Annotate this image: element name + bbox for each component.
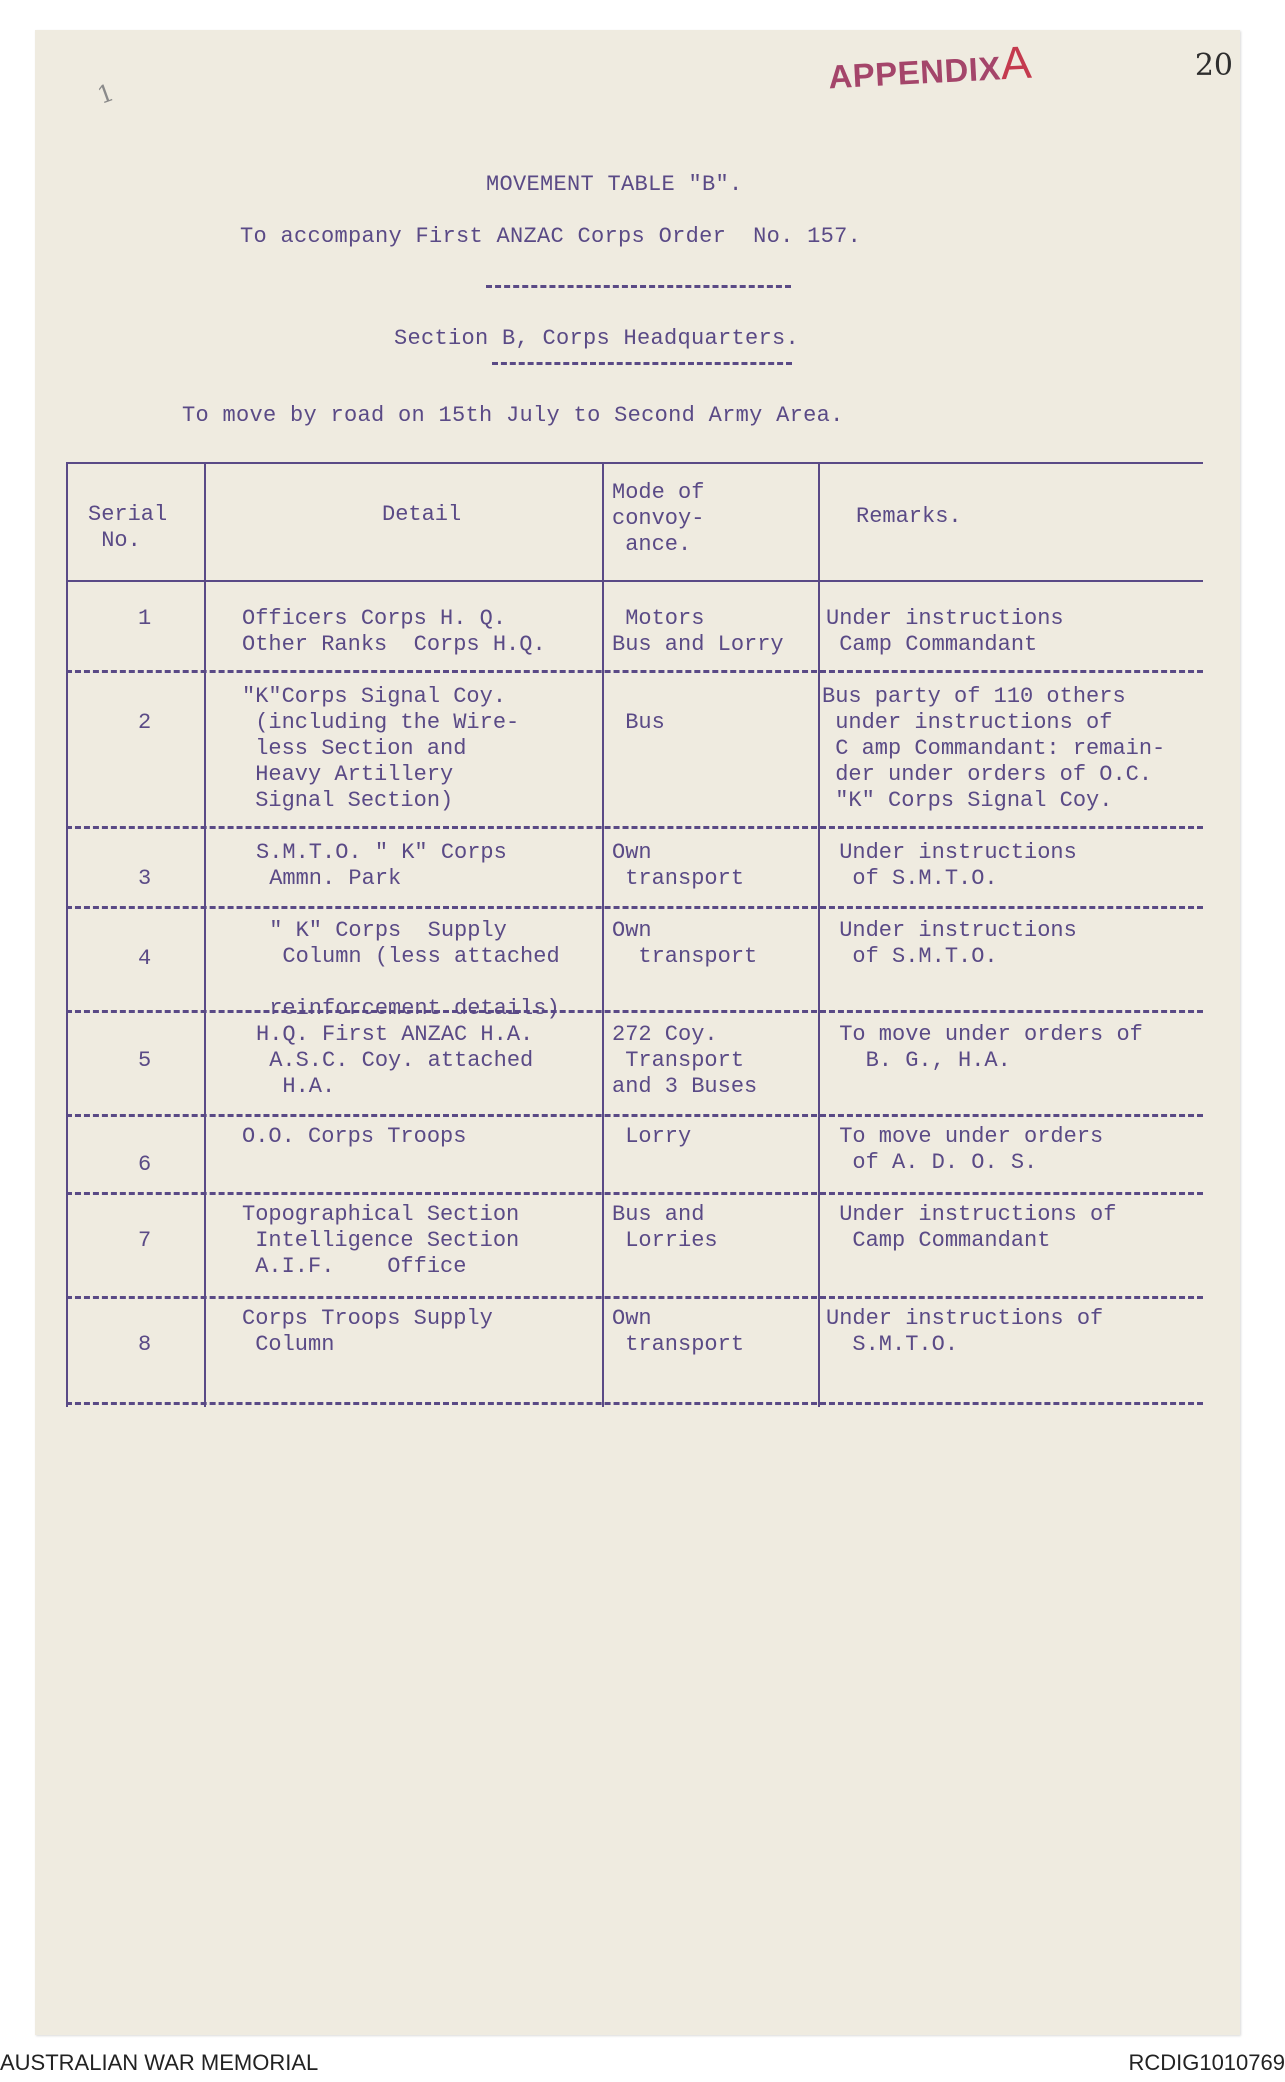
row-2-remarks: Bus party of 110 others under instructions of C amp Commandant: remain- der under orders of O.C. "K" Corps Signal Coy. (822, 684, 1166, 813)
row-5-serial: 5 (138, 1048, 152, 1073)
section-underline (492, 362, 792, 365)
footer-record-id: RCDIG1010769 (1128, 2050, 1285, 2075)
row-3-remarks: Under instructions of S.M.T.O. (839, 840, 1077, 891)
header-detail: Detail (382, 502, 462, 527)
row-4-detail: " K" Corps Supply Column (less attached reinforcement details) (269, 918, 560, 1021)
row-3-serial: 3 (138, 866, 152, 891)
row-5-remarks: To move under orders of B. G., H.A. (839, 1022, 1143, 1073)
document-title: MOVEMENT TABLE "B". (486, 172, 743, 197)
footer-archive-name: AUSTRALIAN WAR MEMORIAL (0, 2050, 319, 2075)
row-8-detail: Corps Troops Supply Column (242, 1306, 493, 1357)
appendix-stamp (827, 35, 1033, 100)
row-divider (66, 1296, 1203, 1299)
row-divider (66, 906, 1203, 909)
row-8-mode: Own transport (612, 1306, 745, 1357)
section-heading: Section B, Corps Headquarters. (394, 326, 800, 351)
row-7-serial: 7 (138, 1228, 152, 1253)
row-6-detail: O.O. Corps Troops (242, 1124, 467, 1149)
header-remarks: Remarks. (856, 504, 962, 529)
movement-instruction: To move by road on 15th July to Second Army Area. (182, 403, 844, 428)
header-divider (66, 580, 1203, 582)
row-3-mode: Own transport (612, 840, 745, 891)
row-4-mode: Own transport (612, 918, 758, 969)
row-divider (66, 1114, 1203, 1117)
row-6-serial: 6 (138, 1152, 152, 1177)
row-divider (66, 670, 1203, 673)
column-border (602, 462, 604, 1407)
row-2-mode: Bus (625, 710, 665, 735)
pencil-mark: 1 (93, 78, 118, 110)
row-divider (66, 826, 1203, 829)
row-5-detail: H.Q. First ANZAC H.A. A.S.C. Coy. attached H.A. (256, 1022, 534, 1099)
page-number: 20 (1194, 48, 1233, 83)
row-7-detail: Topographical Section Intelligence Section A.I.F. Office (242, 1202, 520, 1279)
row-2-serial: 2 (138, 710, 152, 735)
document-subtitle: To accompany First ANZAC Corps Order No. 157. (240, 224, 862, 249)
row-divider (66, 1010, 1203, 1013)
row-8-remarks: Under instructions of S.M.T.O. (826, 1306, 1104, 1357)
row-1-mode: Motors Bus and Lorry (612, 606, 784, 657)
row-1-serial: 1 (138, 606, 152, 631)
column-border (818, 462, 820, 1407)
table-bottom-border (66, 1402, 1203, 1405)
row-2-detail: "K"Corps Signal Coy. (including the Wire- less Section and Heavy Artillery Signal Section) (242, 684, 520, 813)
row-5-mode: 272 Coy. Transport and 3 Buses (612, 1022, 758, 1099)
row-divider (66, 1192, 1203, 1195)
row-6-mode: Lorry (612, 1124, 692, 1149)
row-7-mode: Bus and Lorries (612, 1202, 718, 1253)
column-border (204, 462, 206, 1407)
row-4-serial: 4 (138, 946, 152, 971)
row-8-serial: 8 (138, 1332, 152, 1357)
stamp-text: APPENDIX (827, 49, 1002, 96)
row-7-remarks: Under instructions of Camp Commandant (839, 1202, 1117, 1253)
title-divider (486, 285, 791, 288)
table-top-border (66, 462, 1203, 464)
stamp-letter: A (999, 35, 1034, 90)
row-1-remarks: Under instructions Camp Commandant (826, 606, 1064, 657)
row-3-detail: S.M.T.O. " K" Corps Ammn. Park (256, 840, 507, 891)
row-6-remarks: To move under orders of A. D. O. S. (839, 1124, 1104, 1175)
row-1-detail: Officers Corps H. Q. Other Ranks Corps H.Q. (242, 606, 546, 657)
row-4-remarks: Under instructions of S.M.T.O. (839, 918, 1077, 969)
header-serial: Serial No. (88, 502, 168, 553)
movement-table (66, 462, 1203, 1407)
column-border (66, 462, 68, 1407)
header-mode: Mode of convoy- ance. (612, 480, 705, 557)
